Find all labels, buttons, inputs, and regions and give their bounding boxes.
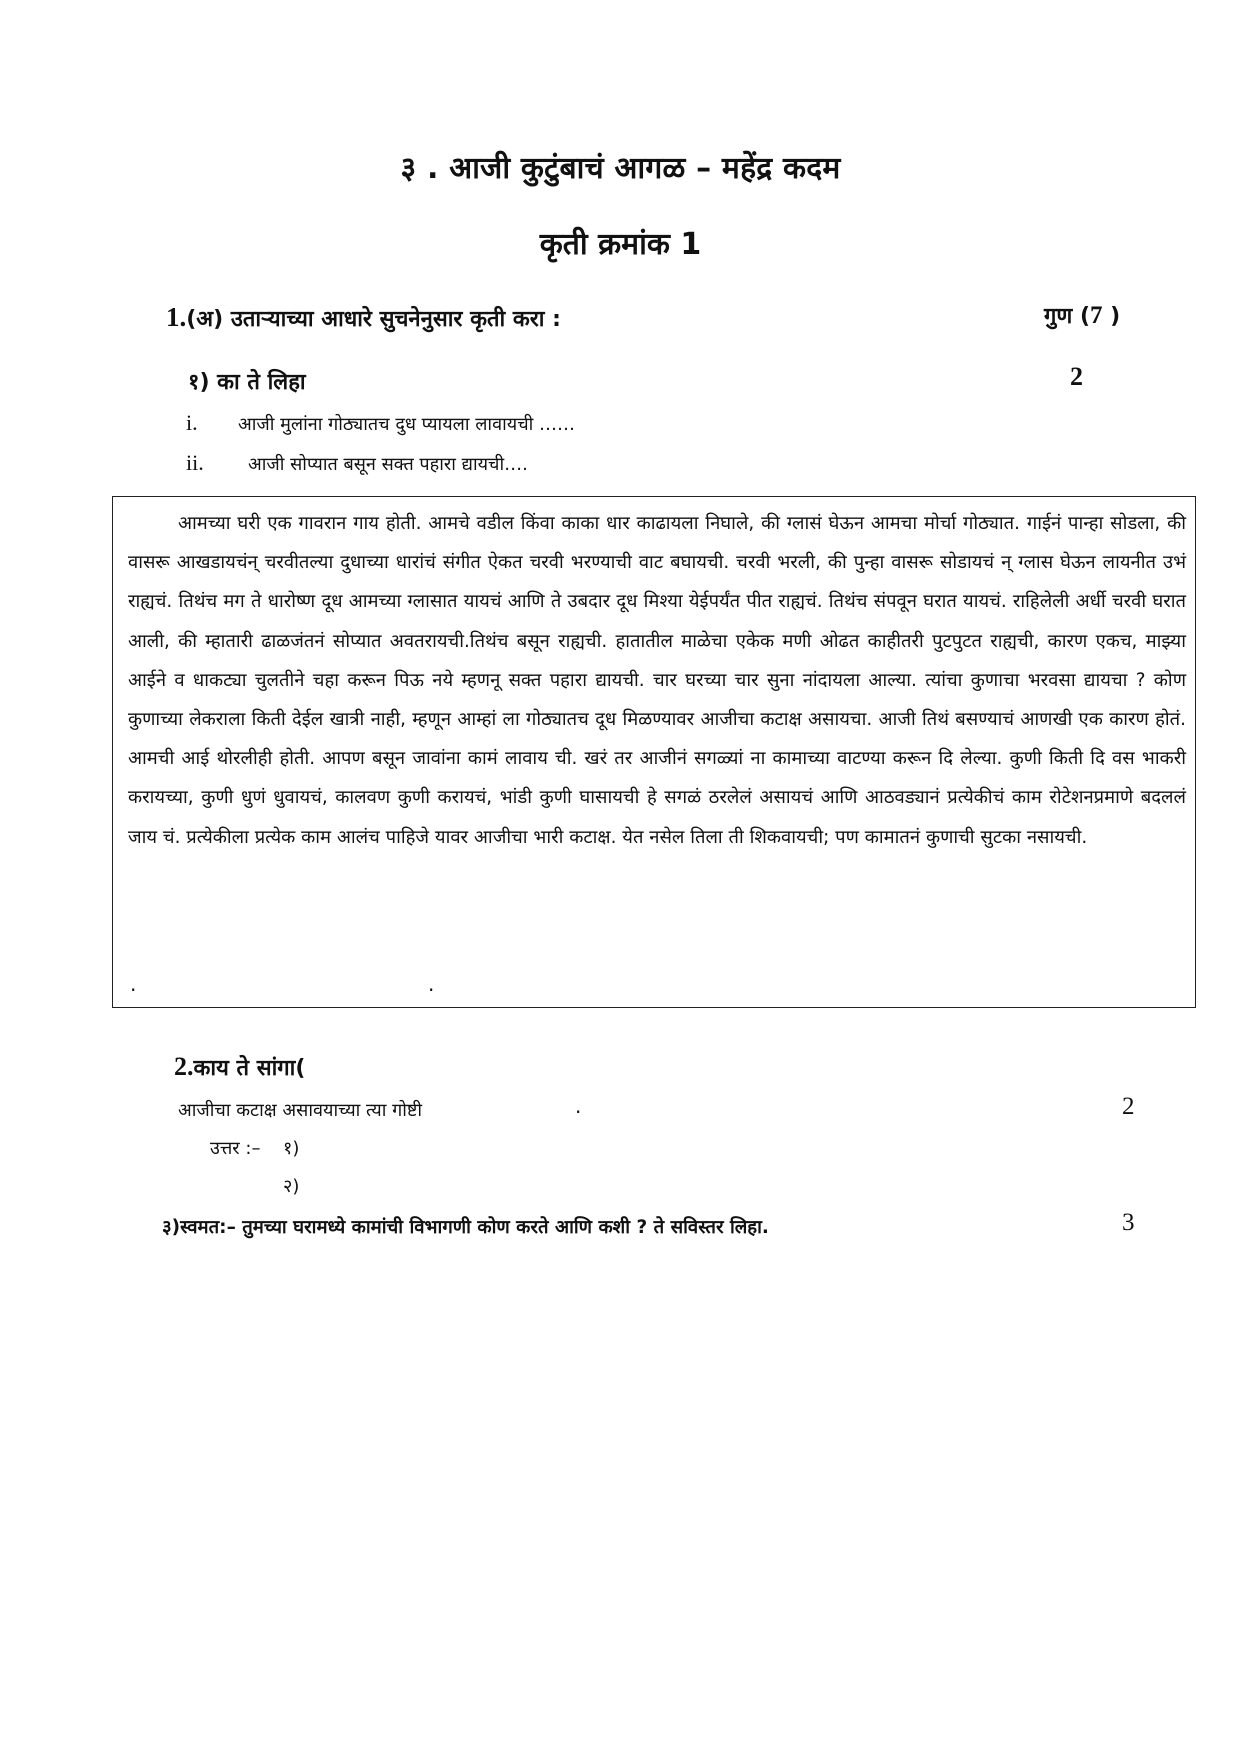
- activity-number-heading: कृती क्रमांक 1: [539, 227, 702, 262]
- question-1-heading: [166, 302, 561, 333]
- question-2-number: 2.: [174, 1052, 194, 1081]
- list-item: [186, 450, 528, 476]
- list-item-number: ii.: [186, 450, 204, 475]
- subquestion-1-marks: 2: [1070, 362, 1083, 391]
- list-item-number: i.: [186, 410, 198, 435]
- list-item-text: आजी सोप्यात बसून सक्त पहारा द्यायची….: [248, 454, 528, 475]
- question-3-marks: 3: [1122, 1209, 1135, 1236]
- answer-item-2: २): [283, 1176, 300, 1197]
- answer-label: उत्तर :–: [210, 1138, 261, 1159]
- question-3-heading: ३)स्वमत:– तुमच्या घरामध्ये कामांची विभागणी कोण करते आणि कशी ? ते सविस्तर लिहा.: [162, 1217, 769, 1238]
- total-marks: [1044, 300, 1120, 330]
- question-2-dot: .: [575, 1094, 582, 1118]
- question-1-label: (अ) उताऱ्याच्या आधारे सुचनेनुसार कृती करा :: [186, 307, 561, 332]
- list-item: [186, 410, 575, 436]
- question-2-prompt: आजीचा कटाक्ष असावयाच्या त्या गोष्टी: [178, 1100, 423, 1121]
- marks-label: गुण (: [1044, 304, 1091, 329]
- answer-item-1: १): [283, 1138, 300, 1159]
- list-item-text: आजी मुलांना गोठ्यातच दुध प्यायला लावायची ……: [238, 414, 576, 435]
- question-2-heading: [174, 1052, 305, 1082]
- question-2-label: काय ते सांगा(: [193, 1056, 306, 1081]
- passage-dot: .: [130, 972, 137, 996]
- passage-dot: .: [428, 972, 435, 996]
- subquestion-1-heading: १) का ते लिहा: [188, 370, 306, 395]
- marks-value: 7: [1090, 302, 1103, 329]
- question-2-marks: 2: [1122, 1093, 1135, 1120]
- passage-text: आमच्या घरी एक गावरान गाय होती. आमचे वडील किंवा काका धार काढायला निघाले, की ग्लासं घेऊन आमचा मोर्चा गोठ्यात. गाईनं पान्हा सोडला, की वासरू आखडायचंन् चरवीतल्या दुधाच्या धारांचं संगीत ऐकत चरवी भरण्याची वाट बघायची. चरवी भरली, की पुन्हा वासरू सोडायचं न् ग्लास घेऊन लायनीत उभं राह्यचं. तिथंच मग ते धारोष्ण दूध आमच्या ग्लासात यायचं आणि ते उबदार दूध मिश्या येईपर्यंत पीत राह्यचं. तिथंच संपवून घरात यायचं. राहिलेली अर्धी चरवी घरात आली, की म्हातारी ढाळजंतनं सोप्यात अवतरायची.तिथंच बसून राह्यची. हातातील माळेचा एकेक मणी ओढत काहीतरी पुटपुटत राह्यची, कारण एकच, माझ्या आईने व धाकट्या चुलतीने चहा करून पिऊ नये म्हणनू सक्त पहारा द्यायची. चार घरच्या चार सुना नांदायला आल्या. त्यांचा कुणाचा भरवसा द्यायचा ? कोण कुणाच्या लेकराला किती देईल खात्री नाही, म्हणून आम्हां ला गोठ्यातच दूध मिळण्यावर आजीचा कटाक्ष असायचा. आजी तिथं बसण्याचं आणखी एक कारण होतं. आमची आई थोरलीही होती. आपण बसून जावांना कामं लावाय ची. खरं तर आजीनं सगळ्यां ना कामाच्या वाटण्या करून दि लेल्या. कुणी किती दि वस भाकरी करायच्या, कुणी धुणं धुवायचं, कालवण कुणी करायचं, भांडी कुणी घासायची हे सगळं ठरलेलं असायचं आणि आठवड्यानं प्रत्येकीचं काम रोटेशनप्रमाणे बदललं जाय चं. प्रत्येकीला प्रत्येक काम आलंच पाहिजे यावर आजीचा भारी कटाक्ष. येत नसेल तिला ती शिकवायची; पण कामातनं कुणाची सुटका नसायची.: [128, 513, 1186, 848]
- question-1-number: 1.: [166, 302, 187, 332]
- marks-close: ): [1102, 304, 1121, 329]
- page-title: ३ . आजी कुटुंबाचं आगळ – महेंद्र कदम: [400, 151, 841, 186]
